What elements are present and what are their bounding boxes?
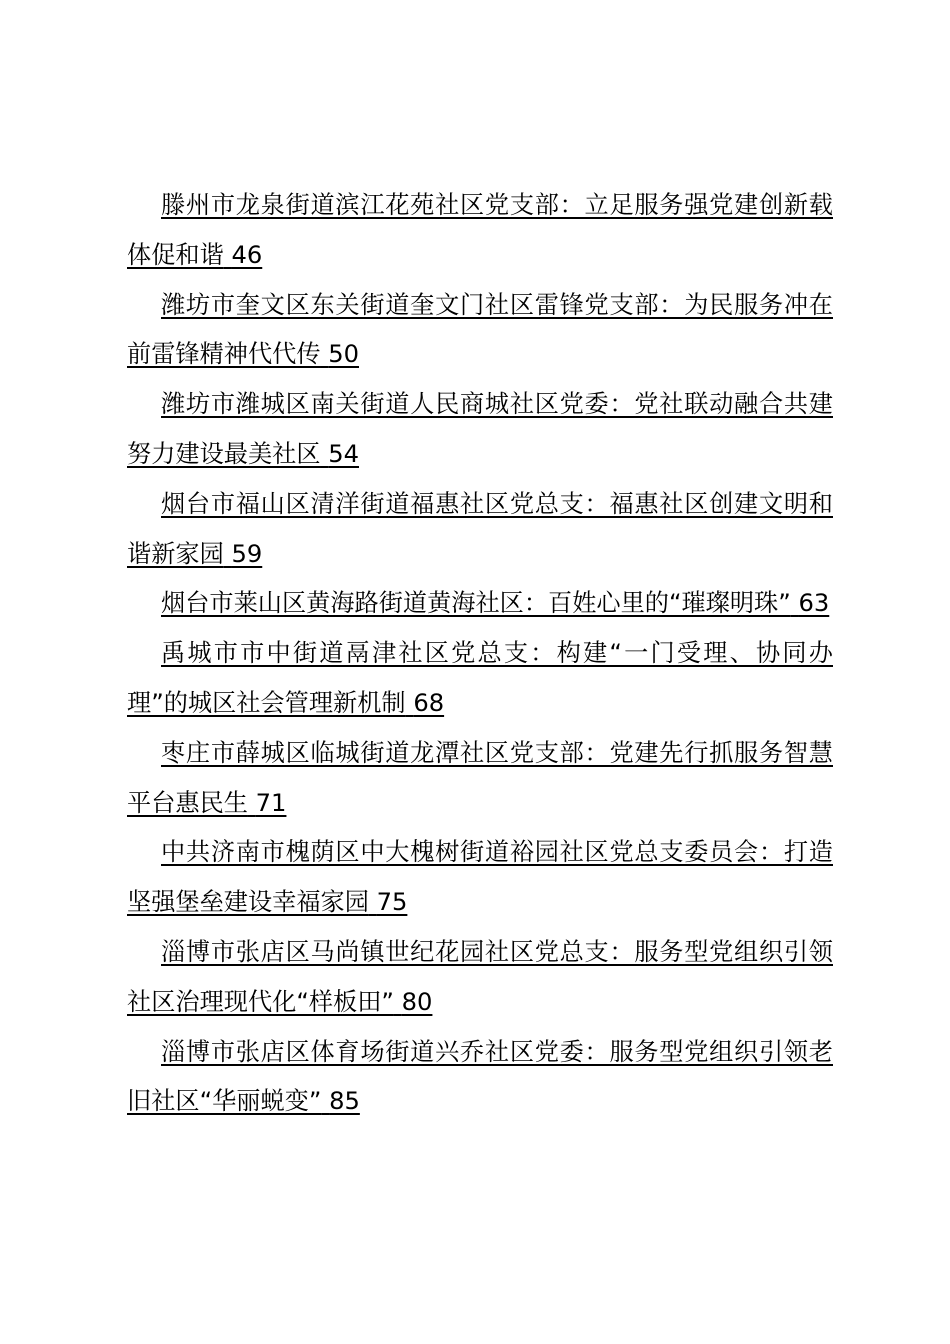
toc-entry-title: 潍坊市奎文区东关街道奎文门社区雷锋党支部：为民服务冲在前雷锋精神代代传 bbox=[127, 290, 833, 369]
toc-entry-title: 淄博市张店区体育场街道兴乔社区党委：服务型党组织引领老旧社区“华丽蜕变” bbox=[127, 1037, 833, 1116]
toc-entry-page: 71 bbox=[255, 788, 287, 817]
toc-entry-link[interactable] bbox=[161, 589, 829, 617]
toc-entry bbox=[127, 928, 833, 1028]
toc-entry-title: 潍坊市潍城区南关街道人民商城社区党委：党社联动融合共建努力建设最美社区 bbox=[127, 390, 833, 468]
toc-entry-page: 46 bbox=[231, 240, 263, 269]
toc-entry bbox=[127, 729, 833, 829]
toc-entry-link[interactable] bbox=[127, 639, 833, 717]
toc-entry-title: 中共济南市槐荫区中大槐树街道裕园社区党总支委员会：打造坚强堡垒建设幸福家园 bbox=[127, 838, 833, 917]
toc-entry-page: 85 bbox=[329, 1087, 360, 1116]
toc-entry-link[interactable] bbox=[127, 938, 833, 1016]
toc-entry-link[interactable] bbox=[127, 1038, 833, 1116]
toc-entry-link[interactable] bbox=[127, 291, 833, 369]
toc-entry-link[interactable] bbox=[127, 191, 833, 269]
toc-entry-title: 烟台市福山区清洋街道福惠社区党总支：福惠社区创建文明和谐新家园 bbox=[127, 489, 833, 568]
toc-entry bbox=[127, 181, 833, 281]
toc-entry bbox=[127, 579, 833, 629]
toc-entry-title: 淄博市张店区马尚镇世纪花园社区党总支：服务型党组织引领社区治理现代化“样板田” bbox=[127, 937, 833, 1016]
toc-entry-link[interactable] bbox=[127, 490, 833, 568]
table-of-contents bbox=[127, 181, 833, 1127]
toc-entry-page: 80 bbox=[401, 987, 433, 1016]
toc-entry-link[interactable] bbox=[127, 838, 833, 916]
toc-entry bbox=[127, 629, 833, 729]
toc-entry-link[interactable] bbox=[127, 739, 833, 817]
toc-entry bbox=[127, 380, 833, 480]
toc-entry bbox=[127, 281, 833, 381]
toc-entry bbox=[127, 1028, 833, 1128]
toc-entry-link[interactable] bbox=[127, 390, 833, 468]
toc-entry-page: 68 bbox=[413, 688, 445, 717]
toc-entry bbox=[127, 480, 833, 580]
toc-entry bbox=[127, 828, 833, 928]
toc-entry-title: 滕州市龙泉街道滨江花苑社区党支部：立足服务强党建创新载体促和谐 bbox=[127, 191, 833, 269]
toc-entry-title: 枣庄市薛城区临城街道龙潭社区党支部：党建先行抓服务智慧平台惠民生 bbox=[127, 738, 833, 817]
toc-entry-page: 63 bbox=[798, 589, 830, 618]
toc-entry-title: 烟台市莱山区黄海路街道黄海社区：百姓心里的“璀璨明珠” bbox=[161, 589, 791, 618]
toc-entry-page: 75 bbox=[376, 888, 408, 917]
toc-entry-page: 54 bbox=[328, 439, 359, 468]
toc-entry-title: 禹城市市中街道鬲津社区党总支：构建“一门受理、协同办理”的城区社会管理新机制 bbox=[127, 639, 833, 717]
toc-entry-page: 59 bbox=[231, 539, 263, 568]
toc-entry-page: 50 bbox=[328, 340, 359, 369]
